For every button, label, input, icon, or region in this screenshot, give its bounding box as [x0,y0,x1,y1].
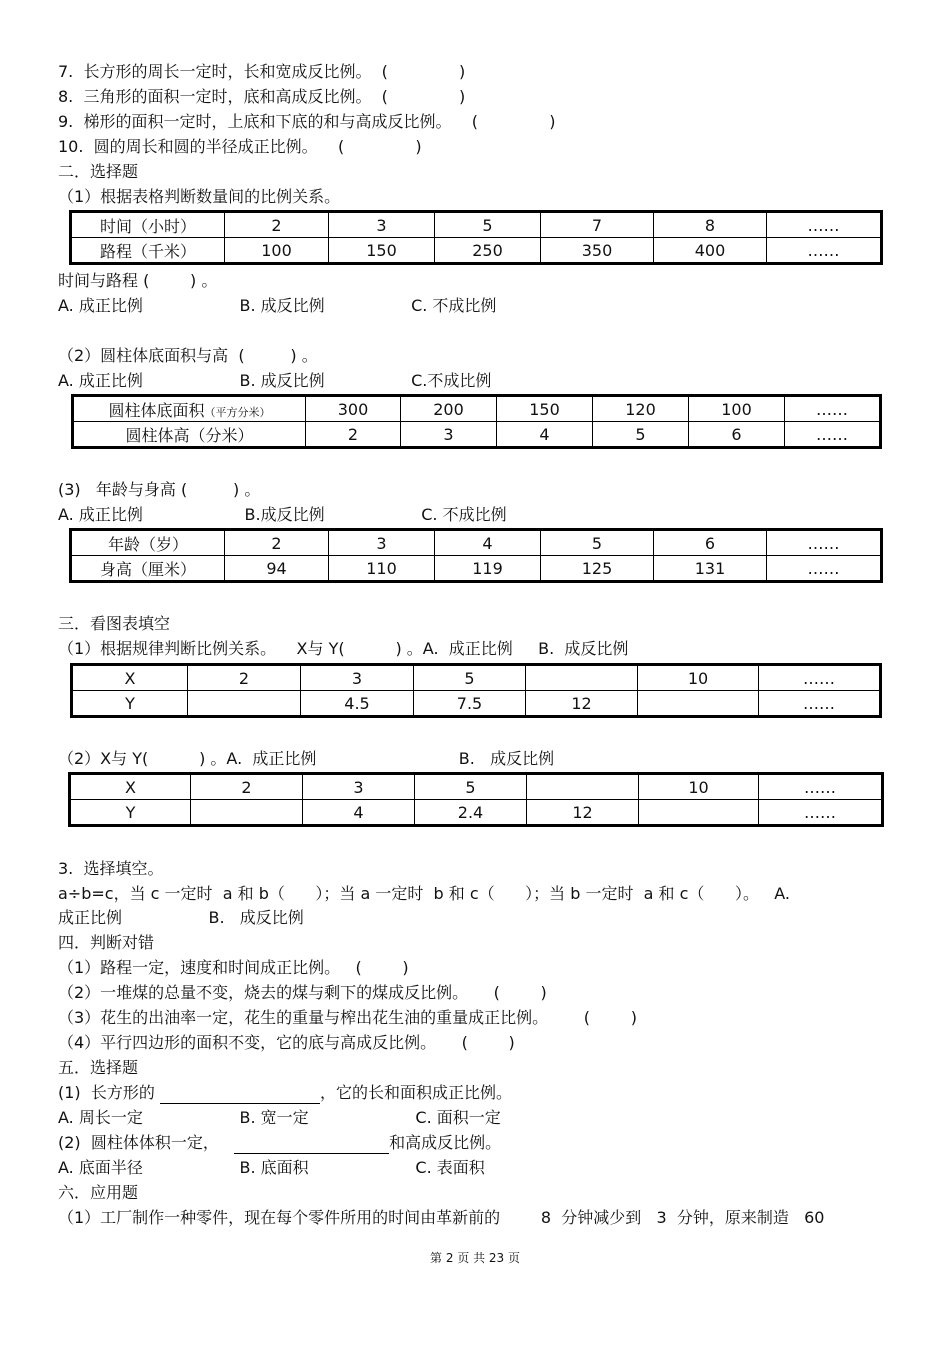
table-cell: 120 [593,396,689,422]
fill-blank[interactable] [234,1137,389,1154]
table-cell: 10 [639,774,759,800]
table-cell: 2 [225,530,329,556]
table-cell [73,396,306,422]
table-cell: 5 [415,774,527,800]
question-3-1: （1）根据规律判断比例关系。 X与 Y( ) 。A. 成正比例 B. 成反比例 [58,639,629,658]
table-cell [638,691,759,717]
table-cell: 年龄（岁） [71,530,225,556]
question-2-3: (3) 年龄与身高 ( ) 。 [58,480,261,499]
question-3-heading: 3. 选择填空。 [58,859,164,878]
table-cell: …… [785,422,881,448]
question-3-line: a÷b=c，当 c 一定时 a 和 b（ ）；当 a 一定时 b 和 c（ ）；当 b 一定时 a 和 c（ ）。 A. [58,884,790,903]
table-cell: 400 [654,238,767,264]
table-cell: 2 [225,212,329,238]
table-cell: 5 [414,665,526,691]
table-cell: X [72,665,188,691]
table-row [72,665,881,691]
table-cell: Y [70,800,191,826]
table-cell: 5 [435,212,541,238]
table-cell: …… [767,212,882,238]
application-1: （1）工厂制作一种零件，现在每个零件所用的时间由革新前的 8 分钟减少到 3 分钟，原来制造 60 [58,1208,825,1227]
table-cell: 5 [593,422,689,448]
table-cell: …… [767,556,882,582]
statement-7: 7. 长方形的周长一定时，长和宽成反比例。 ( ) [58,62,466,81]
table-cell: 4 [497,422,593,448]
choice-1-start: (1) 长方形的 [58,1083,160,1102]
table-cell [526,665,638,691]
statement-10: 10. 圆的周长和圆的半径成正比例。 ( ) [58,137,422,156]
table-cell [527,774,639,800]
table-cell: …… [759,665,881,691]
question-2-3-options: A. 成正比例 B.成反比例 C. 不成比例 [58,505,507,524]
table-cell: 150 [329,238,435,264]
table-cell: 94 [225,556,329,582]
table-cell: Y [72,691,188,717]
statement-8: 8. 三角形的面积一定时，底和高成反比例。 ( ) [58,87,466,106]
table-cell: 100 [689,396,785,422]
choice-1-end: ，它的长和面积成正比例。 [319,1083,512,1102]
table-cylinder [71,394,882,449]
table-cell: …… [767,238,882,264]
table-row [71,530,882,556]
table-row [73,422,881,448]
choice-1 [58,1082,512,1104]
table-xy-2 [68,772,884,827]
table-cell: 350 [541,238,654,264]
cylinder-area-header: 圆柱体底面积 [108,400,205,420]
section-6-heading: 六．应用题 [58,1183,139,1202]
table-cell: 3 [329,212,435,238]
table-row [71,238,882,264]
choice-2-options: A. 底面半径 B. 底面积 C. 表面积 [58,1158,485,1177]
table-time-distance [69,210,883,265]
table-cell: …… [785,396,881,422]
table-cell: 3 [401,422,497,448]
table-cell: 12 [527,800,639,826]
fill-blank[interactable] [160,1087,320,1104]
table-cell: 150 [497,396,593,422]
table-cell: …… [759,691,881,717]
table-cell: 10 [638,665,759,691]
table-cell: …… [759,774,883,800]
table-cell: 4 [435,530,541,556]
table-cell: 131 [654,556,767,582]
table-cell: 时间（小时） [71,212,225,238]
table-cell: 100 [225,238,329,264]
question-2-2: （2）圆柱体底面积与高 ( ) 。 [58,346,318,365]
section-4-heading: 四．判断对错 [58,933,155,952]
table-cell: 2 [306,422,401,448]
table-cell: 圆柱体高（分米） [73,422,306,448]
table-cell: 2.4 [415,800,527,826]
table-cell: 4.5 [301,691,414,717]
judge-3: （3）花生的出油率一定，花生的重量与榨出花生油的重量成正比例。 ( ) [58,1008,637,1027]
table-cell: X [70,774,191,800]
table-age-height [69,528,883,583]
table-cell: 3 [303,774,415,800]
table-row [73,396,881,422]
section-3-heading: 三．看图表填空 [58,614,171,633]
judge-2: （2）一堆煤的总量不变，烧去的煤与剩下的煤成反比例。 ( ) [58,983,547,1002]
table-cell: 110 [329,556,435,582]
table-cell [188,691,301,717]
table-row [71,212,882,238]
table-cell: 路程（千米） [71,238,225,264]
statement-9: 9. 梯形的面积一定时，上底和下底的和与高成反比例。 ( ) [58,112,556,131]
section-2-heading: 二．选择题 [58,162,139,181]
table-cell: …… [767,530,882,556]
table-row [71,556,882,582]
page-footer: 第 2 页 共 23 页 [430,1251,520,1265]
table-cell: 身高（厘米） [71,556,225,582]
table-row [70,774,883,800]
table-row [72,691,881,717]
question-2-2-options: A. 成正比例 B. 成反比例 C.不成比例 [58,371,492,390]
table-cell [191,800,303,826]
table-cell: 2 [188,665,301,691]
table-cell: 8 [654,212,767,238]
choice-2-end: 和高成反比例。 [389,1133,502,1152]
question-3-2: （2）X与 Y( ) 。A. 成正比例 B. 成反比例 [58,749,555,768]
table-cell: 7.5 [414,691,526,717]
table-row [70,800,883,826]
judge-1: （1）路程一定，速度和时间成正比例。 ( ) [58,958,409,977]
question-2-1-options: A. 成正比例 B. 成反比例 C. 不成比例 [58,296,497,315]
choice-2-start: (2) 圆柱体体积一定， [58,1133,235,1152]
table-cell: 2 [191,774,303,800]
question-2-1-answer: 时间与路程 ( ) 。 [58,271,218,290]
choice-1-options: A. 周长一定 B. 宽一定 C. 面积一定 [58,1108,501,1127]
table-cell: 250 [435,238,541,264]
section-5-heading: 五．选择题 [58,1058,139,1077]
table-cell: 125 [541,556,654,582]
cylinder-area-unit: （平方分米） [204,405,271,419]
table-cell: 4 [303,800,415,826]
table-cell: 5 [541,530,654,556]
table-cell: 6 [689,422,785,448]
table-cell: 300 [306,396,401,422]
table-cell: 3 [301,665,414,691]
table-cell: …… [759,800,883,826]
table-cell: 200 [401,396,497,422]
table-cell: 7 [541,212,654,238]
choice-2 [58,1132,501,1154]
table-xy-1 [70,663,882,718]
question-2-1: （1）根据表格判断数量间的比例关系。 [58,187,341,206]
table-cell: 12 [526,691,638,717]
table-cell: 6 [654,530,767,556]
table-cell [639,800,759,826]
question-3-line-2: 成正比例 B. 成反比例 [58,908,304,927]
table-cell: 3 [329,530,435,556]
judge-4: （4）平行四边形的面积不变，它的底与高成反比例。 ( ) [58,1033,515,1052]
table-cell: 119 [435,556,541,582]
